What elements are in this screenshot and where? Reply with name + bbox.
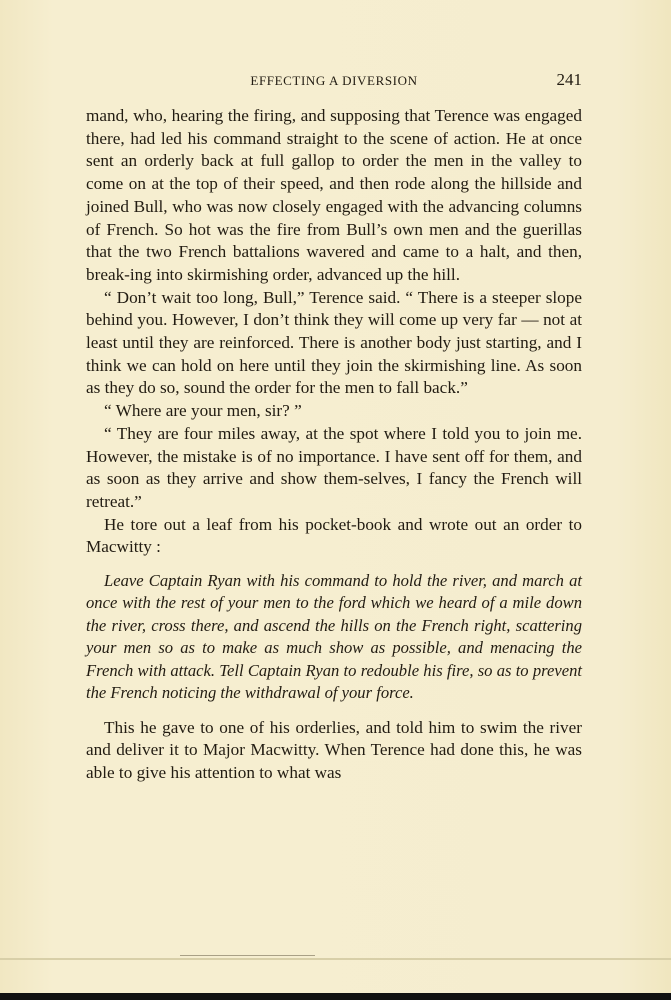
body-text [86,105,582,785]
written-order: Leave Captain Ryan with his command to hold the river, and march at once with the rest of your men to the ford which we heard of a mile down the river, cross there, and ascend the hills on the French right, scattering your men so as to make as much show as possible, and menacing the French with attack. Tell Captain Ryan to redouble his fire, so as to prevent the French noticing the withdrawal of your force. [86,571,582,703]
paragraph-order-intro: He tore out a leaf from his pocket-book and wrote out an order to Macwitty : [86,514,582,557]
page-number: 241 [556,70,582,89]
running-head: EFFECTING A DIVERSION [250,73,418,88]
paragraph-dialogue-reply: “ They are four miles away, at the spot where I told you to join me. However, the mistake is of no importance. I have sent off for them, and as soon as they arrive and show them-selves, I fancy the French will retreat.” [86,423,582,511]
paragraph-dialogue-terence: “ Don’t wait too long, Bull,” Terence said. “ There is a steeper slope behind you. However, I don’t think they will come up very far — not at least until they are reinforced. There is another body just starting, and I think we can hold on here until they join the skirmishing line. As soon as they do so, sound the order for the men to fall back.” [86,287,582,398]
paragraph-closing: This he gave to one of his orderlies, and told him to swim the river and deliver it to Major Macwitty. When Terence had done this, he was able to give his attention to what was [86,717,582,782]
paragraph-continued: mand, who, hearing the firing, and supposing that Terence was engaged there, had led his command straight to the scene of action. He at once sent an orderly back at full gallop to order the men in the valley to come on at the top of their speed, and then rode along the hillside and joined Bull, who was now closely engaged with the advancing columns of French. So hot was the fire from Bull’s own men and the guerillas that the two French battalions wavered and came to a halt, and then, break-ing into skirmishing order, advanced up the hill. [86,106,582,284]
paragraph-dialogue-bull: “ Where are your men, sir? ” [104,401,302,421]
page-header [86,70,582,92]
footer-scan-band [0,958,671,960]
footer-scan-mark [180,955,315,956]
footer-edge [0,993,671,1000]
